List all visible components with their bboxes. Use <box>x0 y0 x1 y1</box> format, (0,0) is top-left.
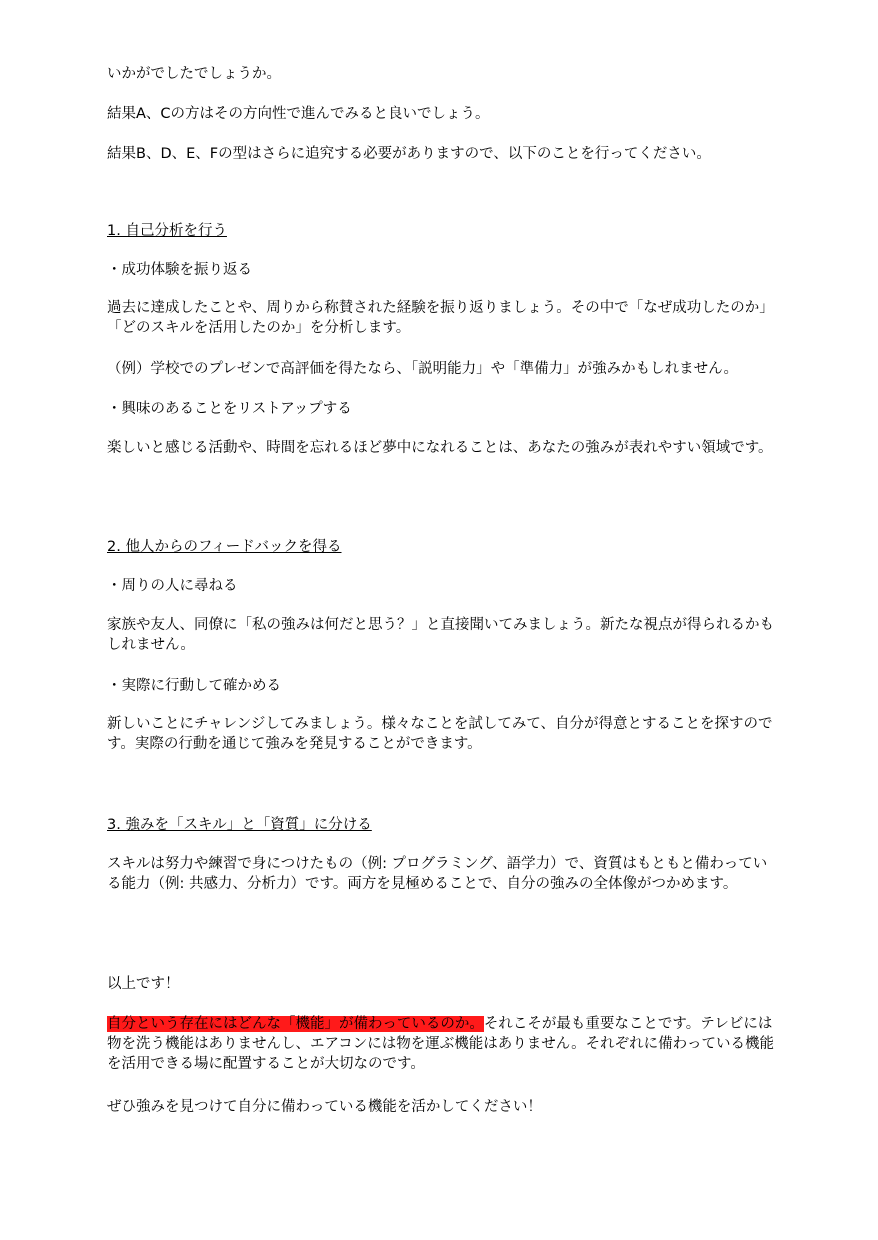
section1-interest-text: 楽しいと感じる活動や、時間を忘れるほど夢中になれることは、あなたの強みが表れやすい領域です。 <box>107 440 773 456</box>
section3-heading: 3. 強みを「スキル」と「資質」に分ける <box>107 817 372 833</box>
intro-question: いかがでしたでしょうか。 <box>107 66 281 82</box>
section1-example: （例）学校でのプレゼンで高評価を得たなら、「説明能力」や「準備力」が強みかもしれません。 <box>107 361 739 377</box>
closing-done: 以上です！ <box>107 976 180 992</box>
closing-paragraph <box>107 1014 775 1074</box>
section1-success-text: 過去に達成したことや、周りから称賛された経験を振り返りましょう。その中で「なぜ成功したのか」「どのスキルを活用したのか」を分析します。 <box>107 300 774 336</box>
section1-heading: 1. 自己分析を行う <box>107 223 227 239</box>
section2-heading: 2. 他人からのフィードバックを得る <box>107 539 342 555</box>
result-ac-text: 結果A、Cの方はその方向性で進んでみると良いでしょう。 <box>107 106 490 122</box>
section2-ask-text: 家族や友人、同僚に「私の強みは何だと思う？」と直接聞いてみましょう。新たな視点が得られるかもしれません。 <box>107 617 774 653</box>
section2-bullet-ask: ・周りの人に尋ねる <box>107 578 238 594</box>
section1-bullet-success: ・成功体験を振り返る <box>107 262 252 278</box>
result-bdef-text: 結果B、D、E、Fの型はさらに追究する必要がありますので、以下のことを行ってください。 <box>107 146 711 162</box>
section3-text: スキルは努力や練習で身につけたもの（例: プログラミング、語学力）で、資質はもともと備わっている能力（例: 共感力、分析力）です。両方を見極めることで、自分の強みの全体像がつかめます。 <box>107 856 768 892</box>
section1-bullet-interest: ・興味のあることをリストアップする <box>107 401 352 417</box>
closing-rest-text: それこそが最も重要なことです。テレビには物を洗う機能はありませんし、エアコンには物を運ぶ機能はありません。それぞれに備わっている機能を活用できる場に配置することが大切なのです。 <box>107 1016 774 1072</box>
section2-bullet-act: ・実際に行動して確かめる <box>107 678 281 694</box>
highlighted-text: 自分という存在にはどんな「機能」が備わっているのか。 <box>107 1016 484 1032</box>
section2-act-text: 新しいことにチャレンジしてみましょう。様々なことを試してみて、自分が得意とすることを探すのです。実際の行動を通じて強みを発見することができます。 <box>107 716 773 752</box>
closing-final: ぜひ強みを見つけて自分に備わっている機能を活かしてください！ <box>107 1099 542 1115</box>
